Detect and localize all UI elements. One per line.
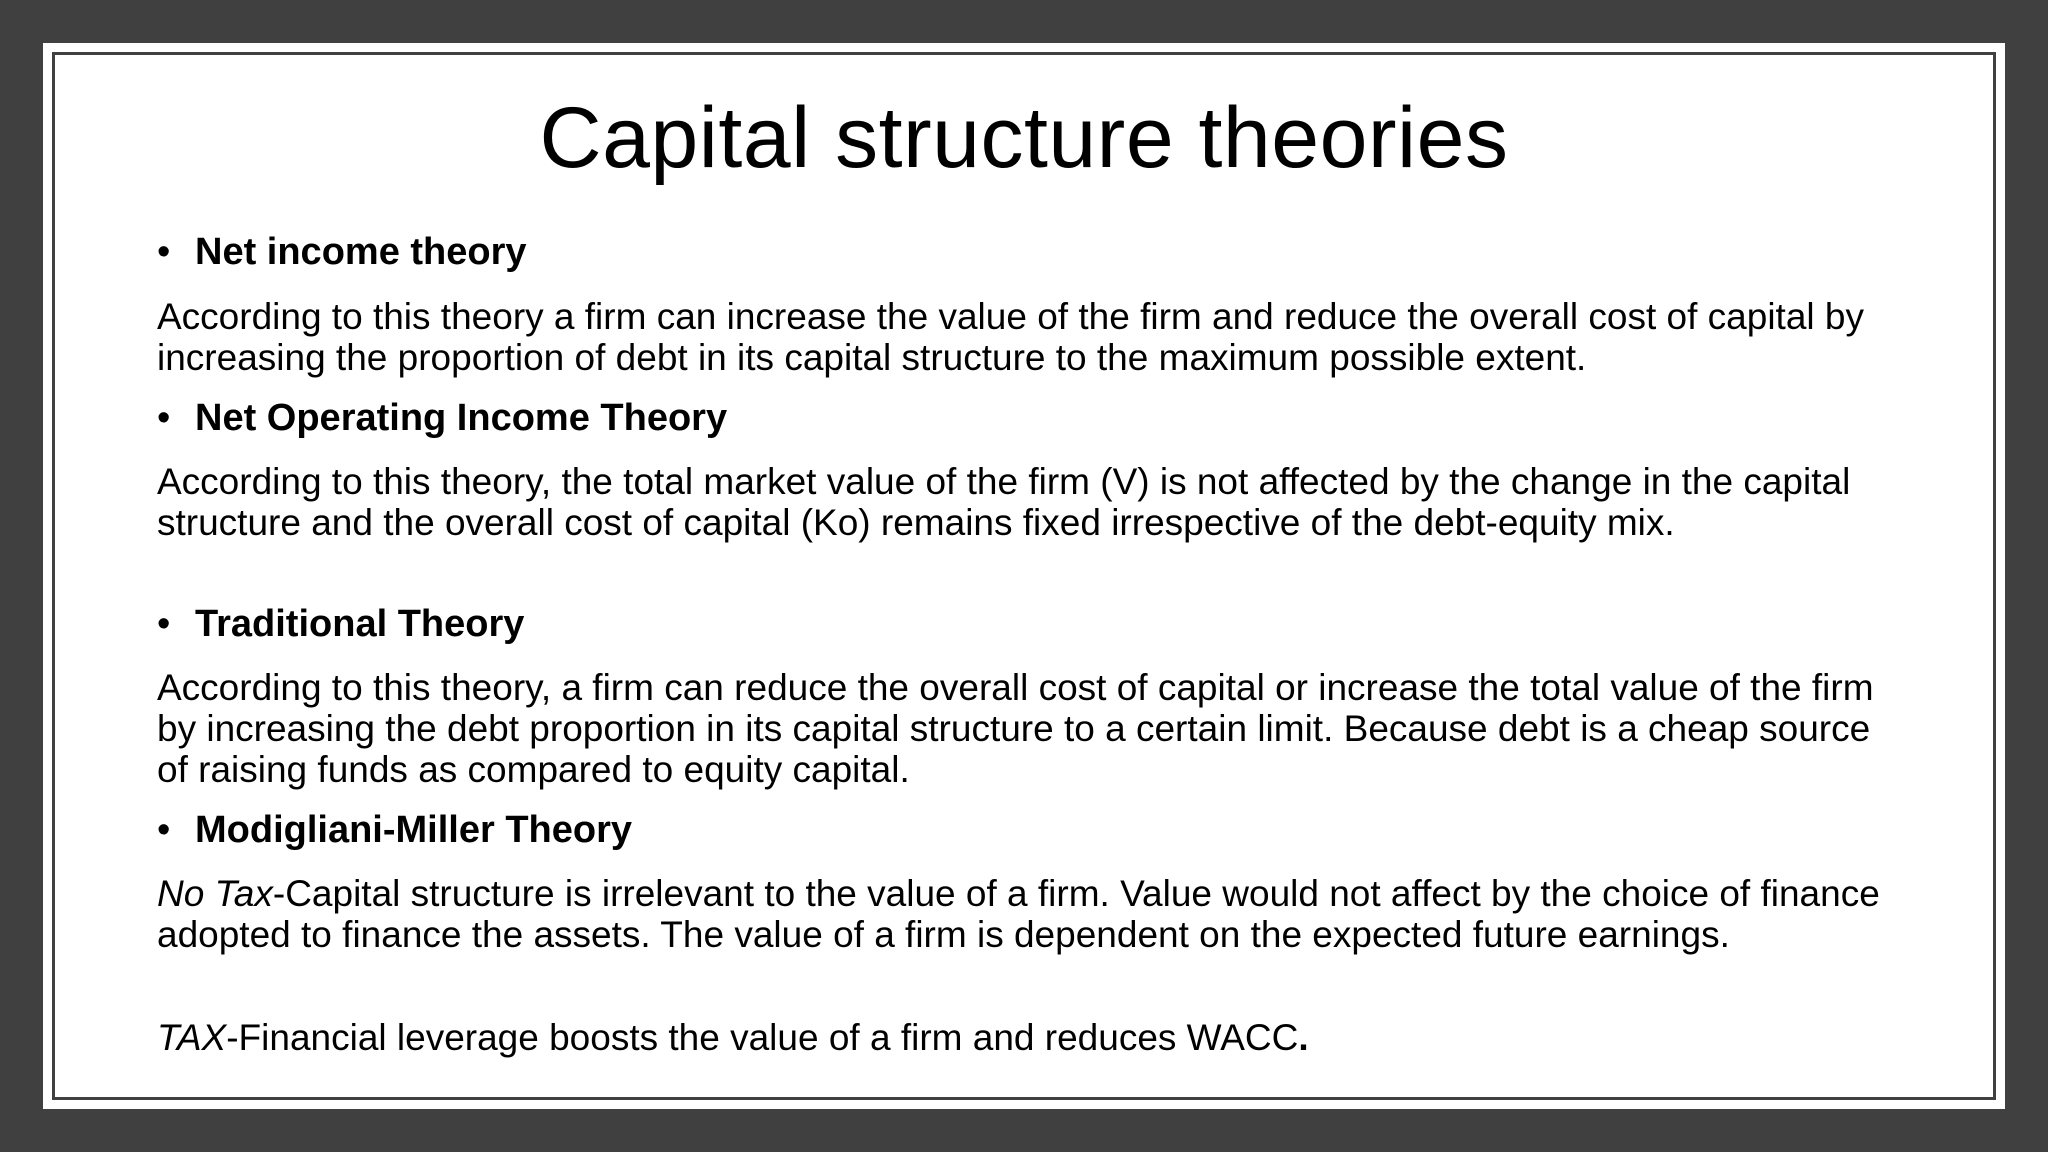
bullet-icon: • (157, 603, 171, 645)
bullet-icon: • (157, 231, 171, 273)
paragraph-net-income-theory: According to this theory a firm can increase the value of the firm and reduce the overall cost of capital by increasing the proportion of debt in its capital structure to the maximum possible extent. (157, 296, 1864, 378)
tax-text: -Financial leverage boosts the value of a firm and reduces WACC (226, 1017, 1299, 1058)
bullet-net-income-theory (157, 230, 527, 274)
bullet-heading: Traditional Theory (195, 603, 525, 645)
bullet-icon: • (157, 809, 171, 851)
no-tax-text: -Capital structure is irrelevant to the value of a firm. Value would not affect by the choice of finance adopted to finance the assets. The value of a firm is dependent on the expected future earnings. (157, 873, 1880, 955)
paragraph-mm-tax (157, 1017, 1897, 1058)
paragraph-net-operating-income-theory: According to this theory, the total market value of the firm (V) is not affected by the change in the capital structure and the overall cost of capital (Ko) remains fixed irrespective of the debt-equity mix. (157, 461, 1851, 543)
bullet-modigliani-miller-theory (157, 808, 632, 852)
bullet-heading: Modigliani-Miller Theory (195, 809, 633, 851)
bullet-heading: Net Operating Income Theory (195, 397, 728, 439)
slide-title: Capital structure theories (539, 90, 1509, 186)
paragraph-mm-no-tax (157, 873, 1897, 955)
tax-label: TAX (157, 1017, 227, 1058)
bullet-heading: Net income theory (195, 231, 527, 273)
paragraph-traditional-theory: According to this theory, a firm can reduce the overall cost of capital or increase the total value of the firm by increasing the debt proportion in its capital structure to a certain limit. Because debt is a cheap source of raising funds as compared to equity capital. (157, 667, 1874, 790)
bullet-icon: • (157, 397, 171, 439)
bullet-net-operating-income-theory (157, 396, 727, 440)
tax-end-period: . (1298, 1017, 1309, 1058)
no-tax-label: No Tax (157, 873, 273, 914)
bullet-traditional-theory (157, 602, 524, 646)
